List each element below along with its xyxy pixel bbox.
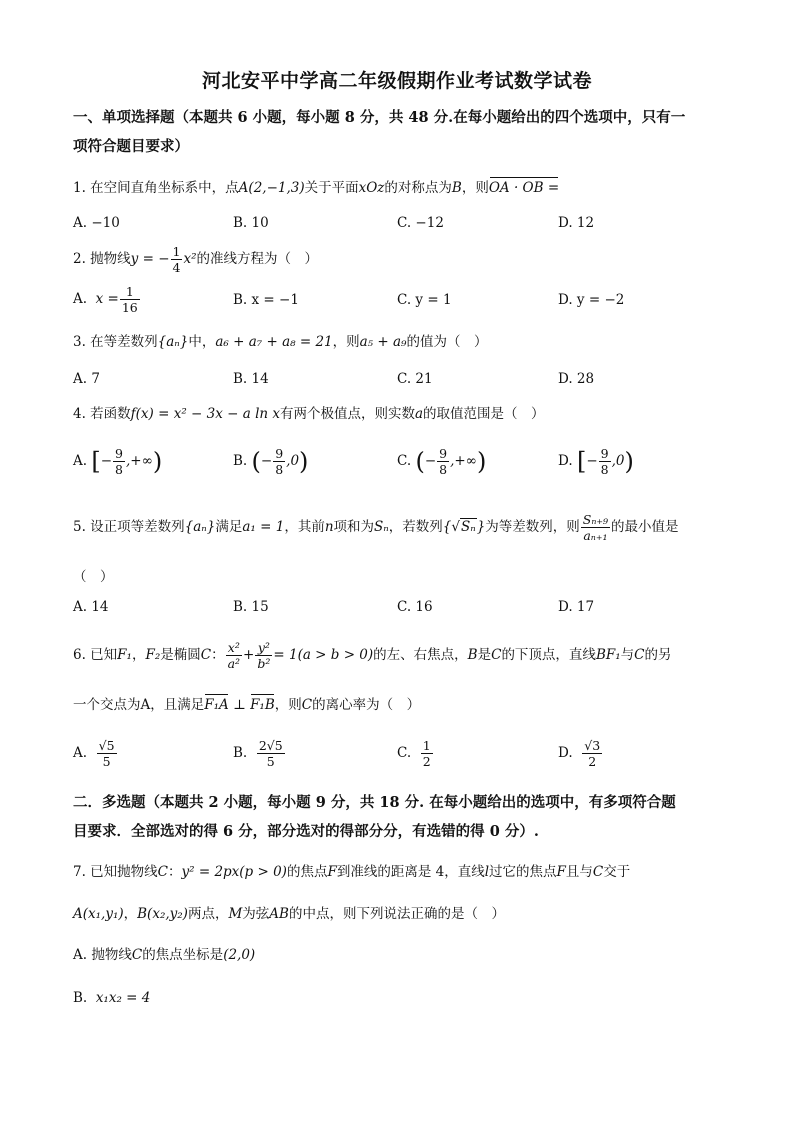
q2-option-a: A. x = $\frac{1}{16}$ xyxy=(73,284,138,315)
q2-option-c: C. y = 1 xyxy=(397,292,452,308)
question-5: 5. 设正项等差数列{aₙ}满足a₁ = 1，其前n项和为Sₙ，若数列{√Sₙ}为等差数列，则 $\frac{\text{Sₙ₊₉}}{\text{aₙ₊₁}}$ 的最小值是 xyxy=(73,512,679,543)
q1-vector-expr: OA · OB = xyxy=(488,180,560,196)
section2-heading-line2: 目要求．全部选对的得 6 分，部分选对的得部分分，有选错的得 0 分）. xyxy=(73,823,539,840)
section2-heading xyxy=(73,791,733,843)
q1-option-c: C. −12 xyxy=(397,215,444,231)
q5-option-a: A. 14 xyxy=(73,599,109,615)
q3-option-a: A. 7 xyxy=(73,371,100,387)
section2-heading-line1: 二．多选题（本题共 2 小题，每小题 9 分，共 18 分. 在每小题给出的选项中，有多项符合题 xyxy=(73,794,676,811)
q6-option-a: A. $\frac{√5}{5}$ xyxy=(73,738,115,769)
q2-expr: y = − xyxy=(130,251,170,267)
q2-text: 2. 抛物线 xyxy=(73,251,131,267)
q1-option-d: D. 12 xyxy=(558,215,595,231)
q7-option-b: B. x₁x₂ = 4 xyxy=(73,990,151,1006)
q3-option-b: B. 14 xyxy=(233,371,269,387)
q4-option-a: A. [− $\frac{9}{8}$ ,+∞) xyxy=(73,446,163,477)
q1-text: 1. 在空间直角坐标系中，点 xyxy=(73,180,239,196)
question-2 xyxy=(73,244,733,275)
q3-option-d: D. 28 xyxy=(558,371,595,387)
q3-option-c: C. 21 xyxy=(397,371,433,387)
question-7-line2: A(x₁,y₁)，B(x₂,y₂)两点，M为弦AB的中点，则下列说法正确的是（ ） xyxy=(73,906,505,922)
question-3: 3. 在等差数列{aₙ}中，a₆ + a₇ + a₈ = 21，则a₅ + a₉的值为（ ） xyxy=(73,334,488,350)
q5-paren: （ ） xyxy=(73,569,114,585)
q6-option-b: B. $\frac{2√5}{5}$ xyxy=(233,738,283,769)
q6-option-d: D. $\frac{√3}{2}$ xyxy=(558,738,601,769)
q2-fraction: $\frac{1}{4}$ xyxy=(172,244,181,275)
q4-option-d: D. [− $\frac{9}{8}$ ,0) xyxy=(558,446,634,477)
q1-point-a: A(2,−1,3) xyxy=(238,180,305,196)
q5-option-c: C. 16 xyxy=(397,599,433,615)
section1-heading-line2: 项符合题目要求） xyxy=(73,138,189,155)
q1-point-b: B xyxy=(451,180,462,196)
q4-option-c: C. (− $\frac{9}{8}$ ,+∞) xyxy=(397,446,487,477)
page-title: 河北安平中学高二年级假期作业考试数学试卷 xyxy=(201,70,592,92)
q2-text: 的准线方程为（ ） xyxy=(196,251,318,267)
q5-option-d: D. 17 xyxy=(558,599,595,615)
question-6-line2: 一个交点为A，且满足F₁A ⊥ F₁B，则C的离心率为（ ） xyxy=(73,697,421,713)
q4-option-b: B. (− $\frac{9}{8}$ ,0) xyxy=(233,446,309,477)
q2-expr: x² xyxy=(183,251,197,267)
q7-option-a: A. 抛物线C的焦点坐标是(2,0) xyxy=(73,947,256,963)
q1-option-b: B. 10 xyxy=(233,215,269,231)
q2-option-b: B. x = −1 xyxy=(233,292,299,308)
q1-text: 的对称点为 xyxy=(384,180,452,196)
question-1 xyxy=(73,178,733,198)
question-4: 4. 若函数f(x) = x² − 3x − a ln x有两个极值点，则实数a的取值范围是（ ） xyxy=(73,406,545,422)
q1-plane: xOz xyxy=(358,180,385,196)
q5-option-b: B. 15 xyxy=(233,599,269,615)
section1-heading xyxy=(73,106,733,158)
section1-heading-line1: 一、单项选择题（本题共 6 小题，每小题 8 分，共 48 分.在每小题给出的四个选项中，只有一 xyxy=(73,109,686,126)
q6-option-c: C. $\frac{1}{2}$ xyxy=(397,738,431,769)
question-6: 6. 已知F₁，F₂是椭圆C： $\frac{\text{x²}}{\text{a²}}$ + $\frac{\text{y²}}{\text{b²}}$ = 1(a > b > 0)的左、右焦点，B是C的下顶点，直线BF₁与C的另 xyxy=(73,640,672,671)
q1-text: 关于平面 xyxy=(304,180,359,196)
question-7: 7. 已知抛物线C：y² = 2px(p > 0)的焦点F到准线的距离是 4，直线l过它的焦点F且与C交于 xyxy=(73,864,631,880)
q1-text: ，则 xyxy=(461,180,489,196)
q2-option-d: D. y = −2 xyxy=(558,292,625,308)
q1-option-a: A. −10 xyxy=(73,215,120,231)
